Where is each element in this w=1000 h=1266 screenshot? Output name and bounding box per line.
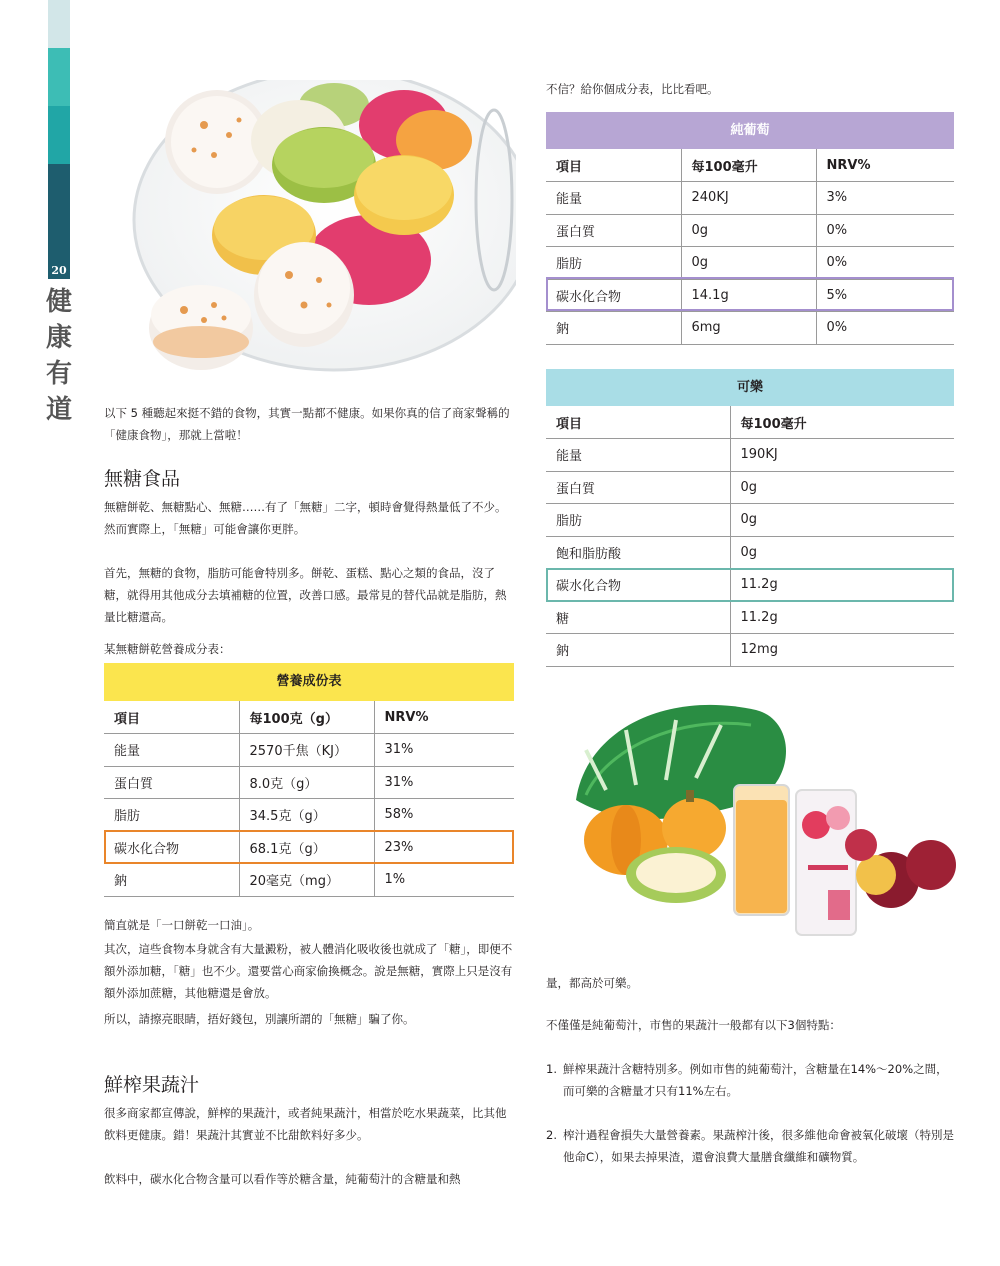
col-header: 每100毫升 [730,406,954,439]
table-cell: 蛋白質 [546,214,681,247]
table-row [104,799,514,832]
col-header: 項目 [546,149,681,182]
table-header-row [104,701,514,734]
table-row [546,247,954,280]
table-row [546,569,954,602]
list-item [546,1058,958,1102]
cola-table-caption: 可樂 [546,369,954,406]
table-cell: 鈉 [104,864,239,897]
nutrition-table-cookie [104,701,514,897]
sugar-free-p4: 其次，這些食物本身就含有大量澱粉，被人體消化吸收後也就成了「糖」，即便不額外添加糖，「糖」也不少。還要當心商家偷換概念。說是無糖，實際上只是沒有額外添加蔗糖，其他糖還是會放。 [104,942,513,1000]
table-header-row [546,406,954,439]
list-item [546,1124,958,1168]
table-cell: 0% [816,312,954,345]
section-title-char: 健 [45,287,72,317]
table-cell: 鈉 [546,634,730,667]
section-title [44,284,74,428]
col-header: 項目 [546,406,730,439]
side-strip-1 [48,0,70,48]
col-header: 項目 [104,701,239,734]
table-row [546,182,954,215]
table-row [546,214,954,247]
col-header: 每100毫升 [681,149,816,182]
table-row [546,471,954,504]
table-caption: 營養成份表 [104,663,514,701]
section-title-char: 康 [45,323,72,353]
table-cell: 23% [374,831,514,864]
table-cell: 6mg [681,312,816,345]
table-cell: 68.1克（g） [239,831,374,864]
table-cell: 31% [374,766,514,799]
table-cell: 11.2g [730,601,954,634]
table-cell: 碳水化合物 [546,569,730,602]
table-cell: 脂肪 [546,504,730,537]
table-cell: 0g [730,471,954,504]
fruit-juice-photo [546,690,956,940]
table-cell: 碳水化合物 [104,831,239,864]
table-cell: 能量 [546,182,681,215]
table-cell: 蛋白質 [546,471,730,504]
table-cell: 31% [374,734,514,767]
table-cell: 0g [730,536,954,569]
table-row [104,831,514,864]
page-number: 20 [48,262,70,279]
table-cell: 11.2g [730,569,954,602]
section-title-char: 道 [45,395,72,425]
table-cell: 5% [816,279,954,312]
sugar-free-p1: 無糖餅乾、無糖點心、無糖……有了「無糖」二字，頓時會覺得熱量低了不少。然而實際上，「無糖」可能會讓你更胖。 [104,500,507,536]
list-text: 鮮榨果蔬汁含糖特別多。例如市售的純葡萄汁，含糖量在14%～20%之間，而可樂的含糖量才只有11%左右。 [563,1062,948,1098]
table-intro: 某無糖餅乾營養成分表： [104,642,231,656]
table-row [546,279,954,312]
table-row [546,601,954,634]
col-header: NRV% [816,149,954,182]
sugar-free-p2: 首先，無糖的食物，脂肪可能會特別多。餅乾、蛋糕、點心之類的食品，沒了糖，就得用其他成分去填補糖的位置，改善口感。最常見的替代品就是脂肪，熱量比糖還高。 [104,566,507,624]
section-title-char: 有 [45,359,72,389]
table-row [546,536,954,569]
list-number: 1. [546,1062,557,1076]
intro-text: 以下 5 種聽起來挺不錯的食物，其實一點都不健康。如果你真的信了商家聲稱的「健康食物」，那就上當啦！ [104,406,510,442]
table-cell: 58% [374,799,514,832]
table-cell: 蛋白質 [104,766,239,799]
table-cell: 糖 [546,601,730,634]
table-header-row [546,149,954,182]
table-row [546,634,954,667]
table-cell: 脂肪 [104,799,239,832]
table-lead: 不信？給你個成分表，比比看吧。 [546,82,719,96]
grape-table-caption: 純葡萄 [546,112,954,149]
table-row [104,734,514,767]
sugar-free-p3: 簡直就是「一口餅乾一口油」。 [104,918,260,932]
table-row [104,766,514,799]
table-cell: 脂肪 [546,247,681,280]
juice-p1: 很多商家都宣傳說，鮮榨的果蔬汁，或者純果蔬汁，相當於吃水果蔬菜，比其他飲料更健康。錯！果蔬汁其實並不比甜飲料好多少。 [104,1106,507,1142]
table-cell: 能量 [546,439,730,472]
col-header: NRV% [374,701,514,734]
table-cell: 鈉 [546,312,681,345]
table-cell: 飽和脂肪酸 [546,536,730,569]
col-header: 每100克（g） [239,701,374,734]
macaron-photo [104,80,516,385]
table-row [546,439,954,472]
list-intro: 不僅僅是純葡萄汁，市售的果蔬汁一般都有以下3個特點： [546,1018,841,1032]
side-strip-3 [48,106,70,164]
table-cell: 0% [816,214,954,247]
table-cell: 8.0克（g） [239,766,374,799]
table-cell: 0g [681,214,816,247]
table-cell: 1% [374,864,514,897]
heading-juice: 鮮榨果蔬汁 [104,1074,200,1096]
table-row [546,312,954,345]
heading-sugar-free: 無糖食品 [104,468,181,490]
list-number: 2. [546,1128,557,1142]
juice-p2: 飲料中，碳水化合物含量可以看作等於糖含量，純葡萄汁的含糖量和熱 [104,1172,461,1186]
side-strip-2 [48,48,70,106]
table-cell: 0g [730,504,954,537]
table-cell: 0% [816,247,954,280]
table-row [104,864,514,897]
table-cell: 12mg [730,634,954,667]
sugar-free-p5: 所以，請擦亮眼睛，捂好錢包，別讓所謂的「無糖」騙了你。 [104,1012,415,1026]
table-cell: 0g [681,247,816,280]
table-cell: 20毫克（mg） [239,864,374,897]
table-cell: 34.5克（g） [239,799,374,832]
table-cell: 3% [816,182,954,215]
table-cell: 2570千焦（KJ） [239,734,374,767]
nutrition-table-grape [546,149,954,345]
table-cell: 碳水化合物 [546,279,681,312]
table-cell: 240KJ [681,182,816,215]
side-strip-4 [48,164,70,264]
juice-cont: 量，都高於可樂。 [546,976,638,990]
list-text: 榨汁過程會損失大量營養素。果蔬榨汁後，很多維他命會被氧化破壞（特別是他命C），如果去掉果渣，還會浪費大量膳食纖維和礦物質。 [563,1128,954,1164]
nutrition-table-cola [546,406,954,667]
table-row [546,504,954,537]
table-cell: 能量 [104,734,239,767]
table-cell: 190KJ [730,439,954,472]
table-cell: 14.1g [681,279,816,312]
